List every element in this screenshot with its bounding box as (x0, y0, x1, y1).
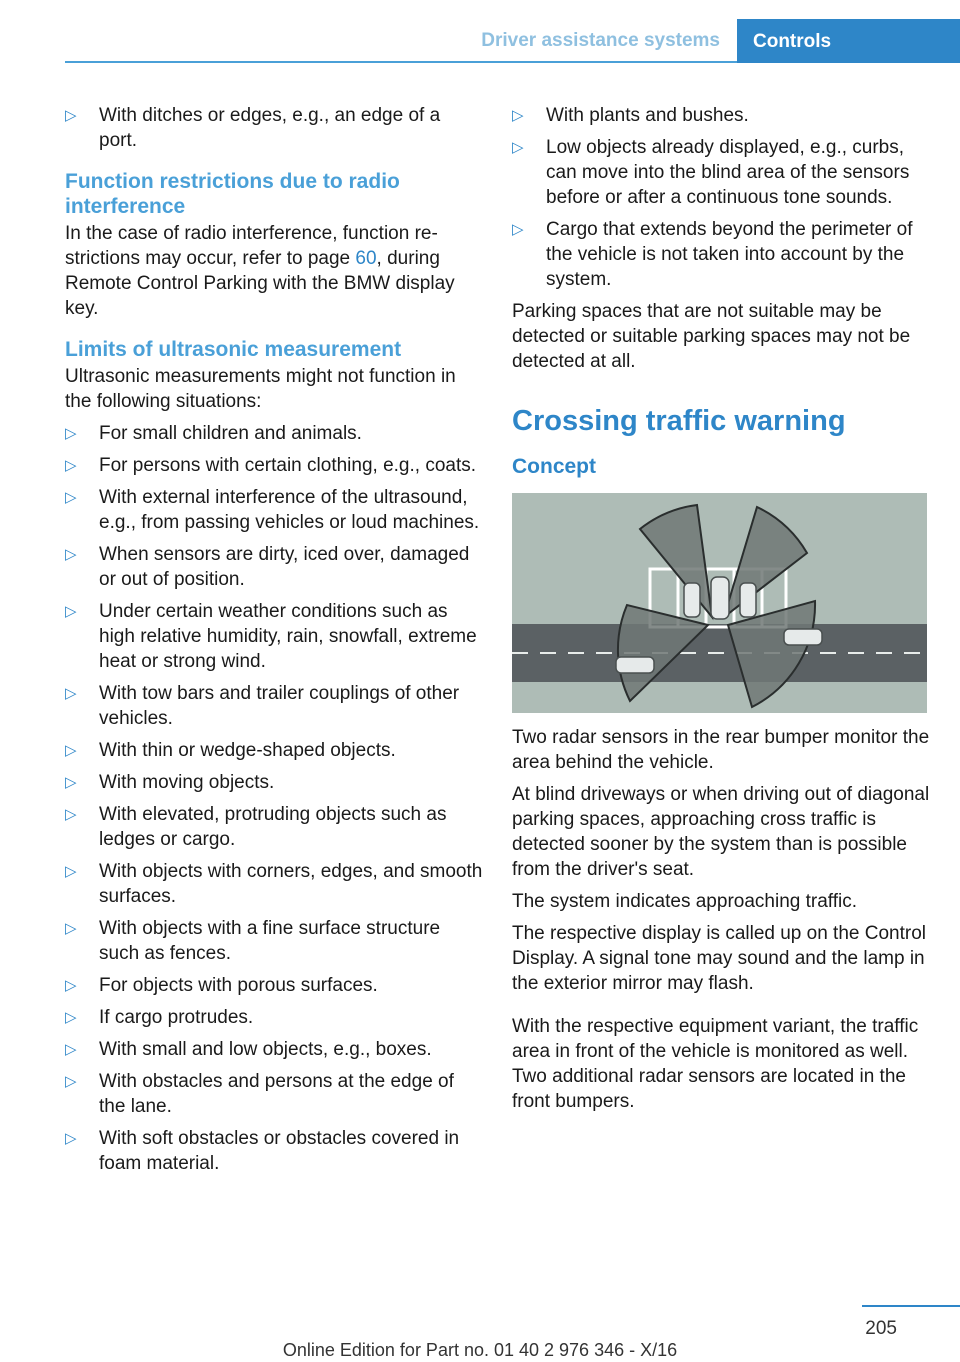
list-item: ▷ With tow bars and trailer couplings of other vehicles. (65, 681, 483, 731)
right-column (512, 103, 930, 1121)
list-item: ▷ When sensors are dirty, iced over, damaged or out of position. (65, 542, 483, 592)
list-item: ▷ With soft obstacles or obstacles covered in foam material. (65, 1126, 483, 1176)
crossing-traffic-radar-illustration (512, 493, 927, 713)
ultrasonic-limits-list (65, 421, 483, 1176)
page-reference-link[interactable]: 60 (355, 248, 377, 269)
radio-text-before: In the case of radio interference, function restrictions may occur, refer to page (65, 223, 438, 269)
header-tab-controls: Controls (737, 19, 960, 63)
crossing-paragraph: The system indicates approaching traffic. (512, 891, 857, 912)
list-item: ▷ For objects with porous surfaces. (65, 973, 483, 998)
list-item: ▷ With external interference of the ultrasound, e.g., from passing vehicles or loud machines. (65, 485, 483, 535)
list-item: ▷ With ditches or edges, e.g., an edge of a port. (65, 103, 483, 153)
list-item: ▷ For small children and animals. (65, 421, 483, 446)
ultrasonic-heading: Limits of ultrasonic measurement (65, 338, 402, 361)
crossing-paragraph: Two radar sensors in the rear bumper monitor the area behind the vehicle. (512, 727, 930, 773)
list-item: ▷ With thin or wedge-shaped objects. (65, 738, 483, 763)
list-item: ▷ For persons with certain clothing, e.g., coats. (65, 453, 483, 478)
list-item: ▷ With obstacles and persons at the edge of the lane. (65, 1069, 483, 1119)
radio-interference-heading: Function restrictions due to radio interference (65, 170, 400, 218)
header-section-title: Driver assistance systems (481, 30, 720, 51)
list-item: ▷ With elevated, protruding objects such as ledges or cargo. (65, 802, 483, 852)
radio-interference-text (65, 221, 483, 321)
page-number-rule (862, 1305, 960, 1307)
crossing-paragraph: At blind driveways or when driving out of diagonal parking spaces, approaching cross traffic is detected sooner by the system than is possible from the driver's seat. (512, 784, 930, 880)
list-item: ▷ With plants and bushes. (512, 103, 930, 128)
concept-subheading: Concept (512, 455, 596, 478)
list-item: ▷ With objects with a fine surface structure such as fences. (65, 916, 483, 966)
right-list (512, 103, 930, 292)
list-item: ▷ Low objects already displayed, e.g., curbs, can move into the blind area of the sensors before or after a continuous tone sounds. (512, 135, 930, 210)
ultrasonic-intro: Ultrasonic measurements might not function in the following situations: (65, 366, 456, 412)
list-item: ▷ Under certain weather conditions such as high relative humidity, rain, snowfall, extreme heat or strong wind. (65, 599, 483, 674)
crossing-traffic-heading: Crossing traffic warning (512, 405, 846, 437)
list-item: ▷ With moving objects. (65, 770, 483, 795)
left-column (65, 103, 483, 1183)
page-number: 205 (865, 1318, 897, 1339)
edition-footer: Online Edition for Part no. 01 40 2 976 346 - X/16 (282, 1340, 678, 1360)
radio-text-after: , during Remote Control Parking with the BMW display key. (65, 248, 455, 319)
list-item: ▷ With small and low objects, e.g., boxes. (65, 1037, 483, 1062)
parking-note: Parking spaces that are not suitable may be detected or suitable parking spaces may not be detected at all. (512, 301, 911, 372)
crossing-paragraph: The respective display is called up on the Control Display. A signal tone may sound and the lamp in the exterior mirror may flash. (512, 923, 927, 994)
intro-list (65, 103, 483, 153)
list-item: ▷ If cargo protrudes. (65, 1005, 483, 1030)
list-item: ▷ With objects with corners, edges, and smooth surfaces. (65, 859, 483, 909)
list-item: ▷ Cargo that extends beyond the perimeter of the vehicle is not taken into account by the system. (512, 217, 930, 292)
crossing-paragraph: With the respective equipment variant, the traffic area in front of the vehicle is monitored as well. Two additional radar sensors are located in the front bumpers. (512, 1016, 919, 1112)
